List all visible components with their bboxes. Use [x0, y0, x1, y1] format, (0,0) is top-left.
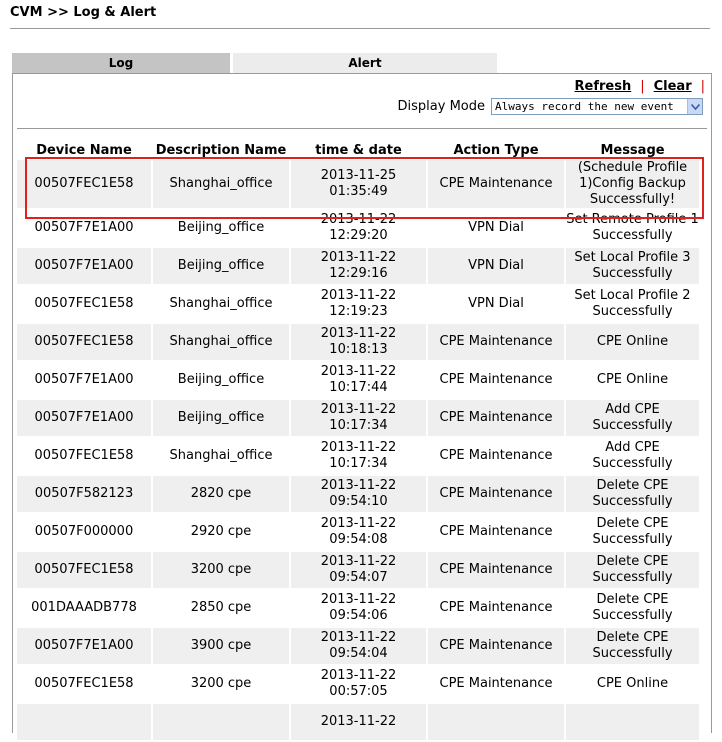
col-device-name: Device Name — [36, 143, 132, 158]
message-cell: Delete CPE Successfully — [566, 514, 699, 550]
table-row — [17, 514, 699, 550]
action-cell — [428, 704, 564, 740]
date-text: 2013-11-22 — [320, 250, 397, 265]
device-cell: 00507FEC1E58 — [17, 438, 151, 474]
time-text: 09:54:10 — [329, 494, 388, 509]
col-message: Message — [600, 143, 665, 158]
description-cell: 2850 cpe — [153, 590, 289, 626]
device-cell: 00507F7E1A00 — [17, 210, 151, 246]
date-text: 2013-11-22 — [320, 212, 397, 227]
datetime-cell — [291, 362, 426, 398]
datetime-cell — [291, 400, 426, 436]
message-cell: Delete CPE Successfully — [566, 476, 699, 512]
description-cell — [153, 704, 289, 740]
log-table — [15, 141, 701, 742]
action-cell: CPE Maintenance — [428, 590, 564, 626]
date-text: 2013-11-22 — [320, 288, 397, 303]
time-text: 09:54:07 — [329, 570, 388, 585]
table-row — [17, 704, 699, 740]
table-row — [17, 666, 699, 702]
message-cell: Add CPE Successfully — [566, 400, 699, 436]
date-text: 2013-11-22 — [320, 364, 397, 379]
link-separator: | — [640, 79, 645, 94]
datetime-cell — [291, 590, 426, 626]
date-text: 2013-11-22 — [320, 668, 397, 683]
description-cell: Shanghai_office — [153, 160, 289, 208]
device-cell: 00507FEC1E58 — [17, 666, 151, 702]
table-row — [17, 210, 699, 246]
action-cell: VPN Dial — [428, 286, 564, 322]
action-cell: CPE Maintenance — [428, 160, 564, 208]
display-mode-row — [398, 98, 703, 115]
datetime-cell — [291, 438, 426, 474]
action-cell: CPE Maintenance — [428, 514, 564, 550]
description-cell: 2820 cpe — [153, 476, 289, 512]
date-text: 2013-11-22 — [320, 402, 397, 417]
description-cell: 3900 cpe — [153, 628, 289, 664]
table-row — [17, 324, 699, 360]
description-cell: Shanghai_office — [153, 286, 289, 322]
description-cell: Beijing_office — [153, 248, 289, 284]
table-row — [17, 286, 699, 322]
datetime-cell — [291, 160, 426, 208]
device-cell: 00507FEC1E58 — [17, 324, 151, 360]
date-text: 2013-11-22 — [320, 630, 397, 645]
table-row — [17, 362, 699, 398]
time-text: 12:29:20 — [329, 228, 388, 243]
toolbar-links — [575, 79, 706, 94]
message-cell: Delete CPE Successfully — [566, 552, 699, 588]
table-row — [17, 438, 699, 474]
table-header-row — [17, 143, 699, 158]
log-panel — [12, 73, 712, 733]
table-row — [17, 160, 699, 208]
datetime-cell — [291, 210, 426, 246]
table-row — [17, 552, 699, 588]
device-cell: 00507FEC1E58 — [17, 552, 151, 588]
date-text: 2013-11-22 — [320, 326, 397, 341]
time-text: 09:54:06 — [329, 608, 388, 623]
table-row — [17, 628, 699, 664]
date-text: 2013-11-22 — [320, 714, 397, 729]
device-cell: 00507F7E1A00 — [17, 628, 151, 664]
device-cell: 001DAAADB778 — [17, 590, 151, 626]
date-text: 2013-11-22 — [320, 478, 397, 493]
datetime-cell — [291, 666, 426, 702]
device-cell: 00507FEC1E58 — [17, 160, 151, 208]
description-cell: Beijing_office — [153, 362, 289, 398]
device-cell: 00507F000000 — [17, 514, 151, 550]
col-description-name: Description Name — [155, 143, 287, 158]
table-row — [17, 248, 699, 284]
date-text: 2013-11-22 — [320, 592, 397, 607]
action-cell: CPE Maintenance — [428, 324, 564, 360]
date-text: 2013-11-25 — [320, 168, 397, 183]
datetime-cell — [291, 248, 426, 284]
date-text: 2013-11-22 — [320, 554, 397, 569]
message-cell: Delete CPE Successfully — [566, 628, 699, 664]
datetime-cell — [291, 286, 426, 322]
message-cell: Delete CPE Successfully — [566, 590, 699, 626]
description-cell: 3200 cpe — [153, 552, 289, 588]
message-cell: (Schedule Profile 1)Config Backup Successfully! — [566, 160, 699, 208]
message-cell — [566, 704, 699, 740]
message-cell: Set Local Profile 2 Successfully — [566, 286, 699, 322]
datetime-cell — [291, 628, 426, 664]
action-cell: CPE Maintenance — [428, 438, 564, 474]
display-mode-select[interactable] — [491, 98, 703, 115]
action-cell: CPE Maintenance — [428, 400, 564, 436]
time-text: 01:35:49 — [329, 184, 388, 199]
chevron-down-icon[interactable] — [687, 99, 702, 114]
message-cell: CPE Online — [566, 362, 699, 398]
action-cell: CPE Maintenance — [428, 552, 564, 588]
time-text: 10:17:44 — [329, 380, 388, 395]
action-cell: VPN Dial — [428, 210, 564, 246]
datetime-cell — [291, 704, 426, 740]
device-cell: 00507F7E1A00 — [17, 248, 151, 284]
refresh-link[interactable]: Refresh — [574, 79, 632, 94]
tab-alert[interactable]: Alert — [233, 53, 497, 73]
description-cell: Shanghai_office — [153, 438, 289, 474]
description-cell: 2920 cpe — [153, 514, 289, 550]
message-cell: CPE Online — [566, 324, 699, 360]
col-action-type: Action Type — [453, 143, 539, 158]
table-row — [17, 476, 699, 512]
time-text: 09:54:08 — [329, 532, 388, 547]
device-cell: 00507F7E1A00 — [17, 400, 151, 436]
date-text: 2013-11-22 — [320, 440, 397, 455]
display-mode-value: Always record the new event — [495, 100, 674, 113]
time-text: 10:17:34 — [329, 418, 388, 433]
description-cell: Beijing_office — [153, 210, 289, 246]
action-cell: CPE Maintenance — [428, 666, 564, 702]
page-title: CVM >> Log & Alert — [10, 5, 157, 20]
clear-link[interactable]: Clear — [653, 79, 692, 94]
display-mode-label: Display Mode — [397, 99, 485, 114]
message-cell: Add CPE Successfully — [566, 438, 699, 474]
section-divider — [17, 128, 707, 129]
title-divider — [10, 28, 710, 29]
time-text: 10:17:34 — [329, 456, 388, 471]
col-time-date: time & date — [315, 143, 402, 158]
datetime-cell — [291, 514, 426, 550]
datetime-cell — [291, 324, 426, 360]
action-cell: CPE Maintenance — [428, 362, 564, 398]
message-cell: Set Remote Profile 1 Successfully — [566, 210, 699, 246]
device-cell — [17, 704, 151, 740]
datetime-cell — [291, 476, 426, 512]
time-text: 00:57:05 — [329, 684, 388, 699]
table-row — [17, 590, 699, 626]
time-text: 10:18:13 — [329, 342, 388, 357]
table-row — [17, 400, 699, 436]
tab-log[interactable]: Log — [12, 53, 230, 73]
description-cell: 3200 cpe — [153, 666, 289, 702]
time-text: 12:19:23 — [329, 304, 388, 319]
device-cell: 00507FEC1E58 — [17, 286, 151, 322]
time-text: 12:29:16 — [329, 266, 388, 281]
date-text: 2013-11-22 — [320, 516, 397, 531]
link-separator: | — [700, 79, 705, 94]
action-cell: VPN Dial — [428, 248, 564, 284]
datetime-cell — [291, 552, 426, 588]
time-text: 09:54:04 — [329, 646, 388, 661]
action-cell: CPE Maintenance — [428, 628, 564, 664]
device-cell: 00507F7E1A00 — [17, 362, 151, 398]
message-cell: Set Local Profile 3 Successfully — [566, 248, 699, 284]
action-cell: CPE Maintenance — [428, 476, 564, 512]
description-cell: Beijing_office — [153, 400, 289, 436]
device-cell: 00507F582123 — [17, 476, 151, 512]
message-cell: CPE Online — [566, 666, 699, 702]
description-cell: Shanghai_office — [153, 324, 289, 360]
